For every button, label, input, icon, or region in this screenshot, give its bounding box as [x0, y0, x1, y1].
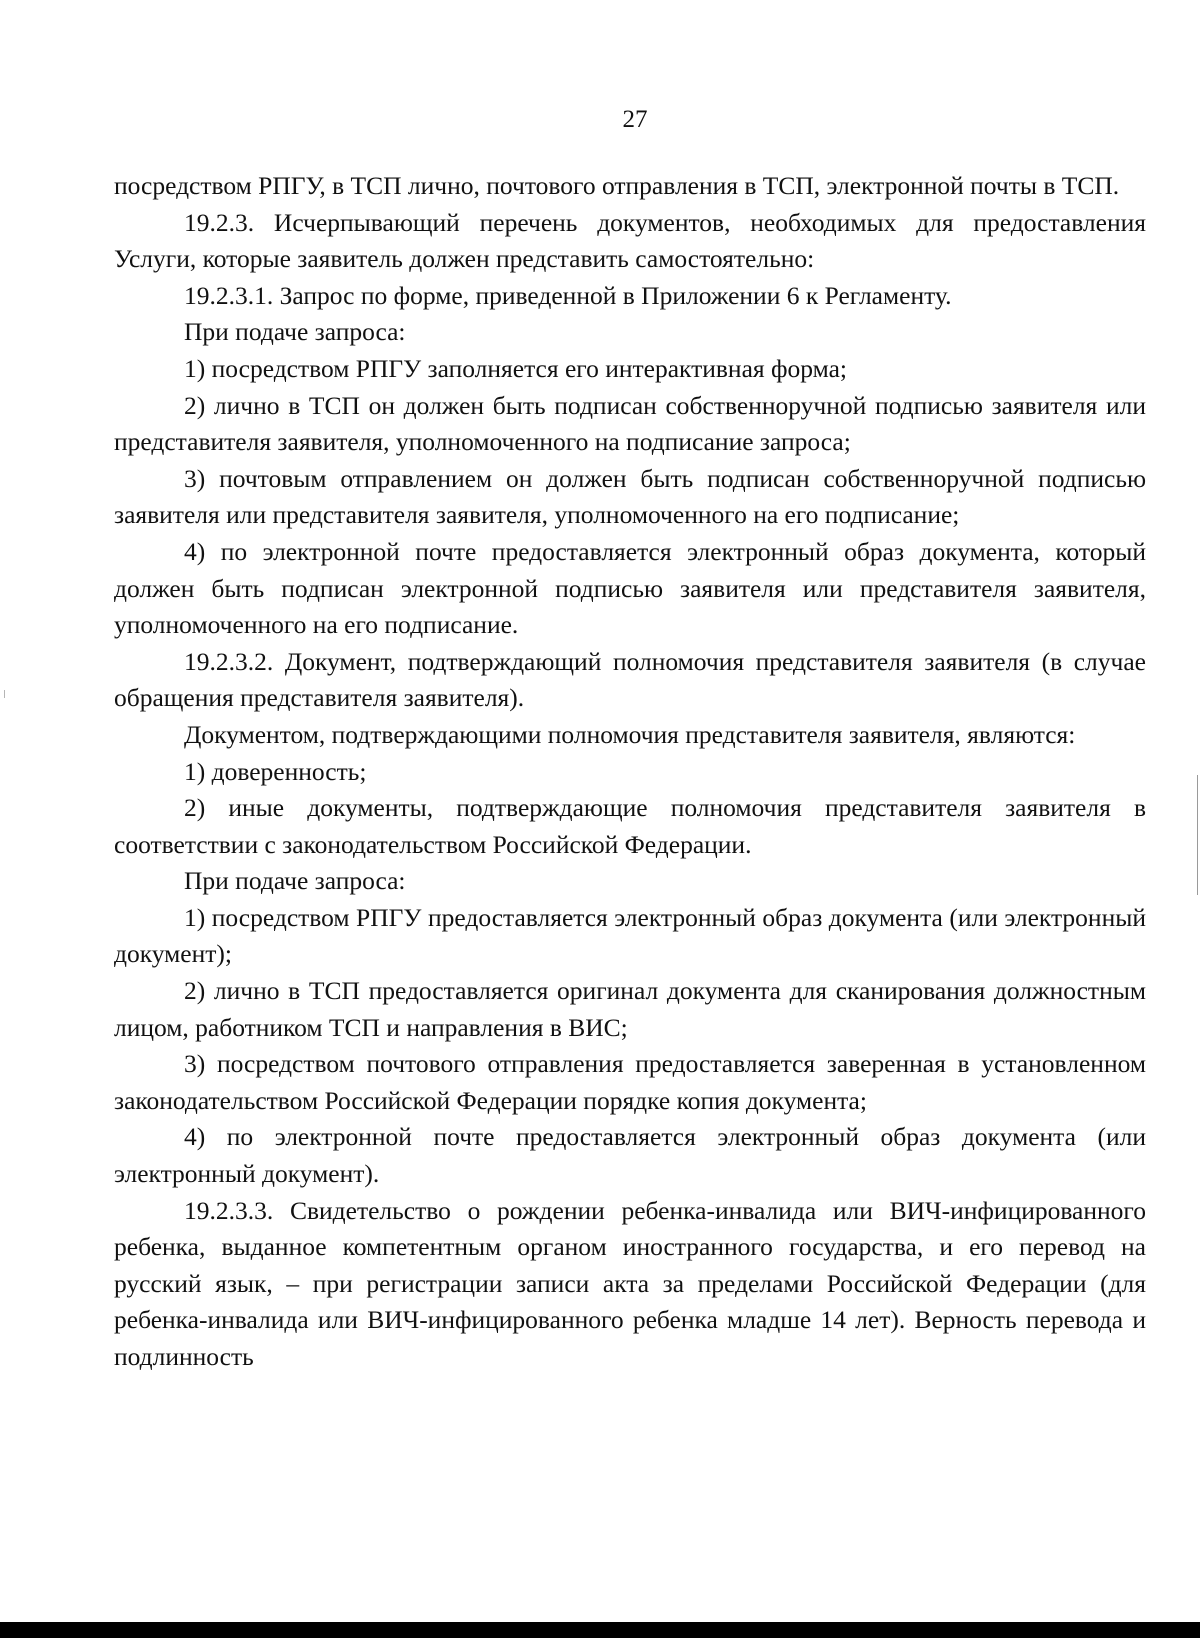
scan-edge-mark — [4, 690, 5, 698]
list-item: 2) иные документы, подтверждающие полномочия представителя заявителя в соответствии с законодательством Российской Федерации. — [114, 793, 1146, 859]
list-item: 2) лично в ТСП он должен быть подписан собственноручной подписью заявителя или представителя заявителя, уполномоченного на подписание запроса; — [114, 390, 1146, 457]
paragraph: 19.2.3.2. Документ, подтверждающий полномочия представителя заявителя (в случае обращения представителя заявителя). — [114, 646, 1146, 713]
scan-bottom-border — [0, 1622, 1200, 1638]
paragraph: 19.2.3. Исчерпывающий перечень документов, необходимых для предоставления Услуги, которые заявитель должен представить самостоятельно: — [114, 207, 1146, 274]
document-body — [114, 168, 1146, 1376]
scan-edge-mark — [1197, 775, 1198, 895]
list-item: 4) по электронной почте предоставляется электронный образ документа (или электронный документ). — [114, 1122, 1146, 1189]
list-item: 1) посредством РПГУ заполняется его интерактивная форма; — [184, 353, 847, 383]
paragraph: 19.2.3.3. Свидетельство о рождении ребенка-инвалида или ВИЧ-инфицированного ребенка, выданное компетентным органом иностранного государства, и его перевод на русский язык, – при регистрации записи акта за пределами Российской Федерации (для ребенка-инвалида или ВИЧ-инфицированного ребенка младше 14 лет). Верность перевода и подлинность — [114, 1195, 1146, 1371]
paragraph: При подаче запроса: — [184, 317, 406, 347]
list-item: 4) по электронной почте предоставляется электронный образ документа, который должен быть подписан электронной подписью заявителя или представителя заявителя, уполномоченного на его подписание. — [114, 536, 1146, 640]
list-item: 3) посредством почтового отправления предоставляется заверенная в установленном законодательством Российской Федерации порядке копия документа; — [114, 1049, 1146, 1115]
paragraph: Документом, подтверждающими полномочия представителя заявителя, являются: — [184, 719, 1076, 749]
paragraph: посредством РПГУ, в ТСП лично, почтового отправления в ТСП, электронной почты в ТСП. — [114, 171, 1120, 200]
paragraph: При подаче запроса: — [184, 866, 406, 896]
list-item: 1) посредством РПГУ предоставляется электронный образ документа (или электронный документ); — [114, 902, 1146, 969]
list-item: 1) доверенность; — [184, 756, 367, 786]
list-item: 2) лично в ТСП предоставляется оригинал документа для сканирования должностным лицом, работником ТСП и направления в ВИС; — [114, 976, 1146, 1042]
list-item: 3) почтовым отправлением он должен быть подписан собственноручной подписью заявителя или представителя заявителя, уполномоченного на его подписание; — [114, 463, 1146, 530]
page-number: 27 — [622, 106, 648, 133]
paragraph: 19.2.3.1. Запрос по форме, приведенной в Приложении 6 к Регламенту. — [184, 280, 952, 310]
